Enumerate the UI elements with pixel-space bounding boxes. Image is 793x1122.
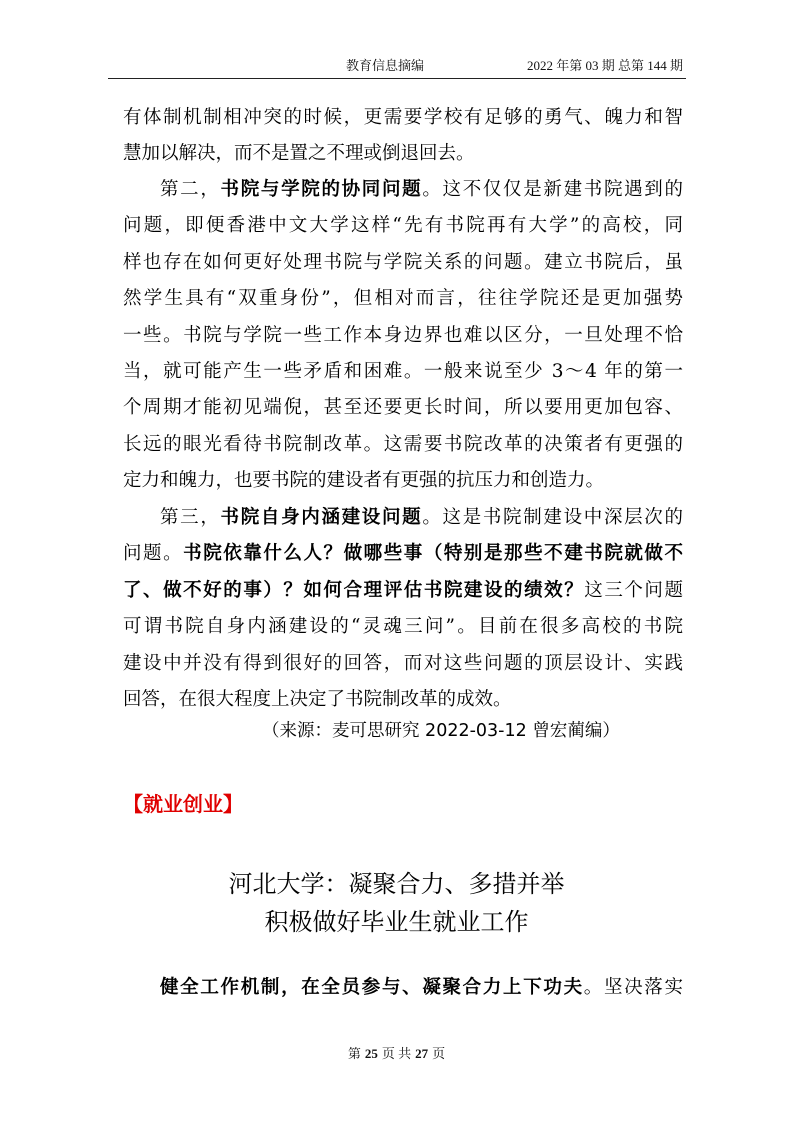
bold-heading: 书院与学院的协同问题 bbox=[220, 179, 423, 200]
text-line: 回答，在很大程度上决定了书院制改革的成效。 bbox=[123, 688, 512, 710]
paragraph-third-issue bbox=[123, 500, 683, 718]
text-line: 问题。书院依靠什么人？做哪些事（特别是那些不建书院就做不 bbox=[123, 543, 683, 565]
bold-question: 书院依靠什么人？做哪些事（特别是那些不建书院就做不 bbox=[183, 543, 683, 565]
text-line: 样也存在如何更好处理书院与学院关系的问题。建立书院后，虽 bbox=[123, 251, 683, 273]
paragraph-second-issue bbox=[123, 172, 683, 500]
text-line: 建设中并没有得到很好的回答，而对这些问题的顶层设计、实践 bbox=[123, 652, 683, 674]
text-line: 了、做不好的事）？如何合理评估书院建设的绩效？这三个问题 bbox=[123, 579, 683, 601]
text-line: 一些。书院与学院一些工作本身边界也难以区分，一旦处理不恰 bbox=[123, 324, 683, 346]
publication-name: 教育信息摘编 bbox=[346, 58, 425, 73]
text-line: 第三，书院自身内涵建设问题。这是书院制建设中深层次的 bbox=[160, 507, 683, 528]
page-number: 25 bbox=[364, 1046, 378, 1061]
section-heading: 【就业创业】 bbox=[123, 792, 243, 816]
text-line: 健全工作机制，在全员参与、凝聚合力上下功夫。坚决落实 bbox=[160, 977, 683, 998]
text-line: 问题，即便香港中文大学这样“先有书院再有大学”的高校，同 bbox=[123, 215, 683, 237]
paragraph-continuation bbox=[123, 100, 683, 173]
article-first-paragraph bbox=[123, 970, 683, 1006]
text-line: 定力和魄力，也要书院的建设者有更强的抗压力和创造力。 bbox=[123, 470, 605, 492]
text-line: 慧加以解决，而不是置之不理或倒退回去。 bbox=[123, 143, 475, 165]
issue-number: 2022 年第 03 期 总第 144 期 bbox=[527, 58, 684, 73]
total-pages: 27 bbox=[415, 1046, 429, 1061]
bold-heading: 书院自身内涵建设问题 bbox=[220, 507, 423, 528]
text-line: 然学生具有“双重身份”，但相对而言，往往学院还是更加强势 bbox=[123, 288, 683, 310]
text-line: 第二，书院与学院的协同问题。这不仅仅是新建书院遇到的 bbox=[160, 179, 683, 200]
page-footer: 第 25 页 共 27 页 bbox=[347, 1046, 446, 1061]
text-line: 长远的眼光看待书院制改革。这需要书院改革的决策者有更强的 bbox=[123, 433, 683, 455]
text-line: 当，就可能产生一些矛盾和困难。一般来说至少 3～4 年的第一 bbox=[123, 360, 683, 382]
article-title-line-2: 积极做好毕业生就业工作 bbox=[264, 908, 529, 936]
article-title-line-1: 河北大学：凝聚合力、多措并举 bbox=[228, 870, 565, 898]
source-citation: （来源：麦可思研究 2022-03-12 曾宏蔺编） bbox=[262, 721, 620, 741]
running-header bbox=[0, 55, 793, 77]
text-line: 个周期才能初见端倪，甚至还要更长时间，所以要用更加包容、 bbox=[123, 397, 683, 419]
header-divider bbox=[108, 78, 686, 79]
bold-question: 了、做不好的事）？如何合理评估书院建设的绩效？ bbox=[123, 579, 585, 601]
text-line: 可谓书院自身内涵建设的“灵魂三问”。目前在很多高校的书院 bbox=[123, 616, 683, 638]
text-line: 有体制机制相冲突的时候，更需要学校有足够的勇气、魄力和智 bbox=[123, 107, 683, 128]
bold-lead: 健全工作机制，在全员参与、凝聚合力上下功夫 bbox=[160, 977, 584, 998]
